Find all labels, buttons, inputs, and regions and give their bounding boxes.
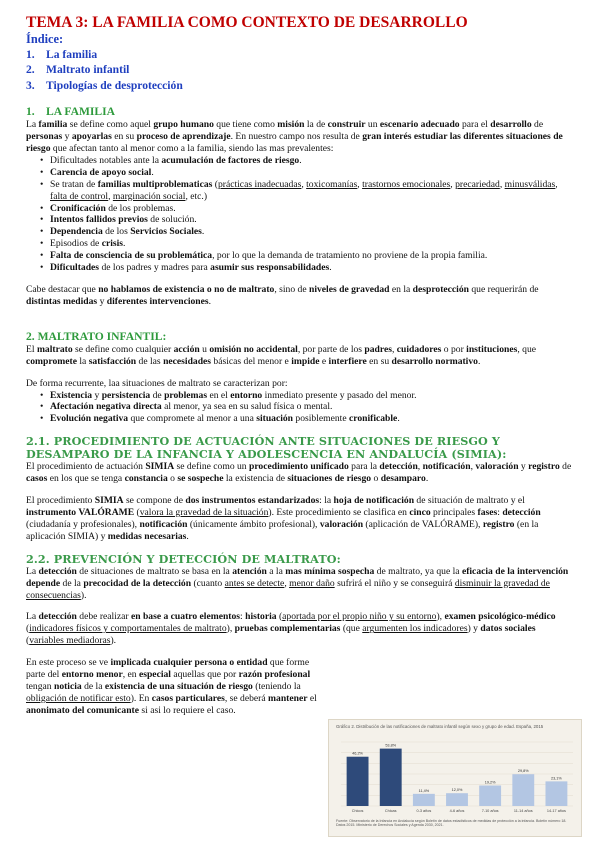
list-item: • Falta de consciencia de su problemática, por lo que la demanda de tratamiento no proviene de la propia familia. [40,250,574,262]
list-item: • Dependencia de los Servicios Sociales. [40,226,574,238]
category-label: 14-17 años [546,809,566,813]
document-title: TEMA 3: LA FAMILIA COMO CONTEXTO DE DESARROLLO [26,14,468,31]
section-heading-familia: 1. LA FAMILIA [26,105,116,119]
bar-3 [446,793,468,806]
category-label: 11-14 años [513,809,533,813]
list-item: • Se tratan de familias multiproblematicas (prácticas inadecuadas, toxicomanías, trastornos emocionales, precariedad, minusválidas, falta de control, marginación social, etc.) [40,179,574,203]
maltrato-list [26,390,574,426]
chart-title: Gráfico 2. Distribución de las notificaciones de maltrato infantil según sexo y grupo de edad. España, 2015 [336,724,544,729]
list-item: • Episodios de crisis. [40,238,574,250]
bar-value-label: 11,4% [418,788,430,793]
index-item: 2. Maltrato infantil [26,63,130,77]
list-item: • Dificultades de los padres y madres para asumir sus responsabilidades. [40,262,574,274]
list-item: • Cronificación de los problemas. [40,203,574,215]
maltrato-definition: El maltrato se define como cualquier acción u omisión no accidental, por parte de los padres, cuidadores o por instituciones, que compromete la satisfacción de las necesidades básicas del menor e impide e interfiere en su desarrollo normativo. [26,343,536,367]
list-item: • Evolución negativa que compromete al menor a una situación posiblemente cronificable. [40,413,574,425]
bar-chart [328,719,582,837]
list-item: • Existencia y persistencia de problemas en el entorno inmediato presente y pasado del menor. [40,390,574,402]
bar-value-label: 12,0% [451,788,463,793]
index-item: 3. Tipologías de desprotección [26,78,183,92]
maltrato-intro: De forma recurrente, laa situaciones de maltrato se caracterizan por: [26,377,288,389]
section-heading-prevencion: 2.2. PREVENCIÓN Y DETECCIÓN DE MALTRATO: [26,551,341,566]
prevencion-paragraph-3: En este proceso se ve implicada cualquier persona o entidad que forme parte del entorno menor, en especial aquellas que por razón profesional tengan noticia de la existencia de una situación de riesgo (teniendo la obligación de notificar esto). En casos particulares, se deberá mantener el anonimato del comunicante si asi lo requiere el caso. [26,657,317,716]
bar-value-label: 29,8% [517,769,529,774]
index-item: 1. La familia [26,48,98,61]
index-heading: Índice: [26,32,64,46]
riesgo-list [26,155,574,274]
bar-2 [413,794,435,806]
simia-paragraph-1: El procedimiento de actuación SIMIA se define como un procedimiento unificado para la detección, notificación, valoración y registro de casos en los que se tenga constancia o se sospeche la existencia de situaciones de riesgo o desamparo. [26,461,572,485]
familia-definition: La familia se define como aquel grupo humano que tiene como misión la de construir un escenario adecuado para el desarrollo de personas y apoyarlas en su proceso de aprendizaje. En nuestro campo nos resulta de gran interés estudiar las diferentes situaciones de riesgo que afectan tanto al menor como a la familia, siendo las mas prevalentes: [26,119,563,155]
bar-4 [479,786,501,806]
index-list [26,47,574,93]
bar-value-label: 23,1% [551,776,562,781]
list-item: • Carencia de apoyo social. [40,167,574,179]
list-item: • Dificultades notables ante la acumulación de factores de riesgo. [40,155,574,167]
section-heading-simia: 2.1. PROCEDIMIENTO DE ACTUACIÓN ANTE SITUACIONES DE RIESGO Y DESAMPARO DE LA INFANCIA Y ADOLESCENCIA EN ANDALUCÍA (SIMIA): [26,434,507,462]
category-label: Chicas [384,809,397,813]
category-label: 0-3 años [416,809,432,813]
bar-1 [380,749,402,806]
list-item: • Intentos fallidos previos de solución. [40,214,574,226]
prevencion-paragraph-1: La detección de situaciones de maltrato se basa en la atención a la mas mínima sospecha de maltrato, ya que la eficacia de la intervención depende de la precocidad de la detección (cuanto antes se detecte, menor daño sufrirá el niño y se conseguirá disminuir la gravedad de consecuencias). [26,565,569,601]
bar-5 [512,774,534,806]
bar-6 [545,781,567,806]
familia-note: Cabe destacar que no hablamos de existencia o no de maltrato, sino de niveles de gravedad en la desprotección que requerirán de distintas medidas y diferentes intervenciones. [26,284,539,307]
category-label: Chicos [351,809,364,813]
bar-0 [347,757,369,806]
bar-value-label: 53,8% [385,743,397,748]
prevencion-paragraph-2: La detección debe realizar en base a cuatro elementos: historia (aportada por el propio niño y su entorno), examen psicológico-médico (indicadores físicos y comportamentales de maltrato), pruebas complementarias (que argumenten los indicadores) y datos sociales (variables mediadoras). [26,611,556,647]
chart-source: Fuente: Observatorio de la Infancia en Andalucía según Boletín de datos estadísticos de medidas de protección a la infancia. Boletín número 18. Datos 2015. Ministerio de Derechos Sociales y Agenda 2030, 2021. [336,819,567,828]
section-heading-maltrato: 2. MALTRATO INFANTIL: [26,329,167,343]
list-item: • Afectación negativa directa al menor, ya sea en su salud física o mental. [40,401,574,413]
bar-value-label: 46,2% [352,751,363,756]
category-label: 4-6 años [449,809,465,813]
category-label: 7-10 años [481,809,499,813]
bar-value-label: 19,2% [484,780,496,785]
simia-paragraph-2: El procedimiento SIMIA se compone de dos instrumentos estandarizados: la hoja de notificación de situación de maltrato y el instrumento VALÓRAME (valora la gravedad de la situación). Este procedimiento se clasifica en cinco principales fases: detección (ciudadanía y profesionales), notificación (únicamente ámbito profesional), valoración (aplicación de VALÓRAME), registro (en la aplicación SIMIA) y medidas necesarias. [26,495,541,542]
